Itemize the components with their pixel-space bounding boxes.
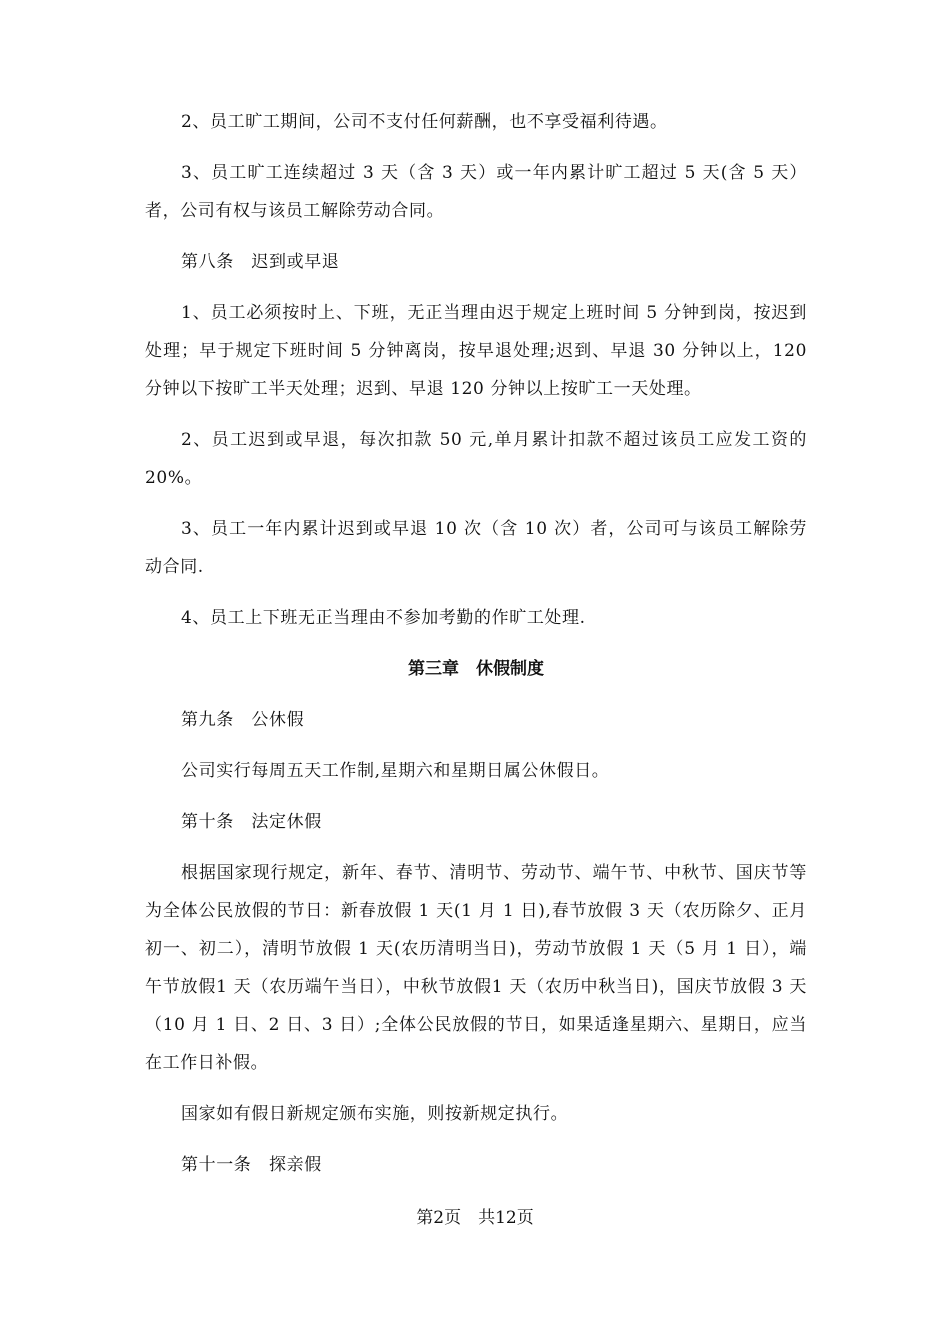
page-number-footer: 第2页 共12页 [416,1208,534,1228]
paragraph-no-attendance: 4、员工上下班无正当理由不参加考勤的作旷工处理. [181,608,586,628]
paragraph-late-deduction: 2、员工迟到或早退，每次扣款 50 元,单月累计扣款不超过该员工应发工资的 20%。 [145,430,807,488]
article-11-heading: 第十一条 探亲假 [181,1155,322,1175]
article-9-heading: 第九条 公休假 [181,710,305,730]
paragraph-weekend: 公司实行每周五天工作制,星期六和星期日属公休假日。 [181,761,610,781]
document-body [145,103,807,1197]
chapter-title: 第三章 休假制度 [408,659,544,679]
paragraph-late-termination: 3、员工一年内累计迟到或早退 10 次（含 10 次）者，公司可与该员工解除劳动合同. [145,519,807,577]
paragraph-absence-pay: 2、员工旷工期间，公司不支付任何薪酬，也不享受福利待遇。 [181,112,668,132]
paragraph-new-rules: 国家如有假日新规定颁布实施，则按新规定执行。 [181,1104,569,1124]
article-10-heading: 第十条 法定休假 [181,812,322,832]
paragraph-absence-termination: 3、员工旷工连续超过 3 天（含 3 天）或一年内累计旷工超过 5 天(含 5 天）者，公司有权与该员工解除劳动合同。 [145,163,807,221]
paragraph-public-holidays: 根据国家现行规定，新年、春节、清明节、劳动节、端午节、中秋节、国庆节等为全体公民放假的节日：新春放假 1 天(1 月 1 日),春节放假 3 天（农历除夕、正月初一、初二），清明节放假 1 天(农历清明当日)，劳动节放假 1 天（5 月 1 日），端午节放假1 天（农历端午当日），中秋节放假1 天（农历中秋当日)，国庆节放假 3 天（10 月 1 日、2 日、3 日）;全体公民放假的节日，如果适逢星期六、星期日，应当在工作日补假。 [145,863,807,1073]
article-8-heading: 第八条 迟到或早退 [181,252,340,272]
paragraph-late-definition: 1、员工必须按时上、下班，无正当理由迟于规定上班时间 5 分钟到岗，按迟到处理；早于规定下班时间 5 分钟离岗，按早退处理;迟到、早退 30 分钟以上，120 分钟以下按旷工半天处理；迟到、早退 120 分钟以上按旷工一天处理。 [145,303,807,399]
